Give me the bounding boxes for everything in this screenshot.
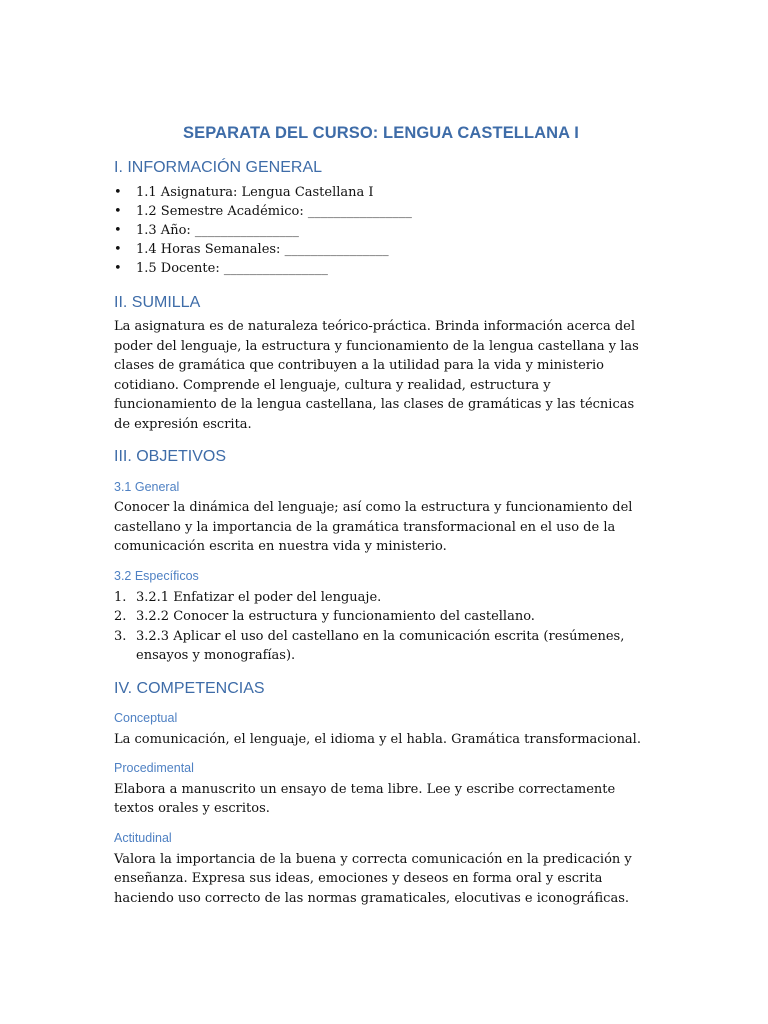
section-heading-competencias: IV. COMPETENCIAS xyxy=(114,679,265,697)
bullet-icon: • xyxy=(114,222,122,238)
info-item-text: 1.3 Año: ________________ xyxy=(136,222,299,238)
section-sumilla xyxy=(114,294,648,435)
info-list-item xyxy=(114,221,648,240)
conceptual-paragraph: La comunicación, el lenguaje, el idioma y el habla. Gramática transformacional. xyxy=(114,731,641,747)
subsection-heading-actitudinal: Actitudinal xyxy=(114,830,172,845)
info-list xyxy=(114,183,648,278)
subsection-heading-procedimental: Procedimental xyxy=(114,761,194,776)
subsection-heading-conceptual: Conceptual xyxy=(114,711,178,726)
section-heading-informacion-general: I. INFORMACIÓN GENERAL xyxy=(114,159,323,176)
section-heading-sumilla: II. SUMILLA xyxy=(114,293,201,311)
actitudinal-paragraph: Valora la importancia de la buena y correcta comunicación en la predicación y enseñanza. Expresa sus ideas, emociones y deseos en forma oral y escrita haciendo uso correcto de las normas gramaticales, elocutivas e iconográficas. xyxy=(114,851,632,906)
especificos-list-item xyxy=(114,607,648,627)
subsection-actitudinal xyxy=(114,831,648,908)
subsection-conceptual xyxy=(114,711,648,749)
subsection-heading-general: 3.1 General xyxy=(114,479,180,494)
section-heading-objetivos: III. OBJETIVOS xyxy=(114,448,227,466)
list-number: 2. xyxy=(114,609,127,625)
info-item-text: 1.2 Semestre Académico: ________________ xyxy=(136,203,412,219)
info-item-text: 1.5 Docente: ________________ xyxy=(136,260,328,276)
procedimental-paragraph: Elabora a manuscrito un ensayo de tema libre. Lee y escribe correctamente textos orales y escritos. xyxy=(114,781,616,817)
sumilla-paragraph: La asignatura es de naturaleza teórico-práctica. Brinda información acerca del poder del lenguaje, la estructura y funcionamiento de la lengua castellana y las clases de gramática que contribuyen a la utilidad para la vida y ministerio cotidiano. Comprende el lenguaje, cultura y realidad, estructura y funcionamiento de la lengua castellana, las clases de gramáticas y las técnicas de expresión escrita. xyxy=(114,319,639,432)
info-list-item xyxy=(114,259,648,278)
especificos-item-text: 3.2.3 Aplicar el uso del castellano en la comunicación escrita (resúmenes, ensayos y monografías). xyxy=(136,628,625,664)
bullet-icon: • xyxy=(114,184,122,200)
list-number: 1. xyxy=(114,589,127,605)
info-list-item xyxy=(114,240,648,259)
bullet-icon: • xyxy=(114,260,122,276)
especificos-list-item xyxy=(114,627,648,666)
section-competencias xyxy=(114,680,648,908)
especificos-item-text: 3.2.2 Conocer la estructura y funcionamiento del castellano. xyxy=(136,609,535,625)
subsection-heading-especificos: 3.2 Específicos xyxy=(114,568,199,583)
section-objetivos xyxy=(114,448,648,665)
subsection-especificos xyxy=(114,569,648,666)
info-item-text: 1.4 Horas Semanales: ________________ xyxy=(136,241,389,257)
section-informacion-general xyxy=(114,159,648,278)
info-list-item xyxy=(114,183,648,202)
list-number: 3. xyxy=(114,628,127,644)
general-paragraph: Conocer la dinámica del lenguaje; así como la estructura y funcionamiento del castellano y la importancia de la gramática transformacional en el uso de la comunicación escrita en nuestra vida y ministerio. xyxy=(114,500,633,555)
especificos-item-text: 3.2.1 Enfatizar el poder del lenguaje. xyxy=(136,589,382,605)
especificos-list xyxy=(114,588,648,666)
document-title: SEPARATA DEL CURSO: LENGUA CASTELLANA I xyxy=(183,124,579,142)
info-item-text: 1.1 Asignatura: Lengua Castellana I xyxy=(136,184,374,200)
subsection-procedimental xyxy=(114,761,648,819)
especificos-list-item xyxy=(114,588,648,608)
info-list-item xyxy=(114,202,648,221)
subsection-general xyxy=(114,480,648,557)
bullet-icon: • xyxy=(114,241,122,257)
bullet-icon: • xyxy=(114,203,122,219)
